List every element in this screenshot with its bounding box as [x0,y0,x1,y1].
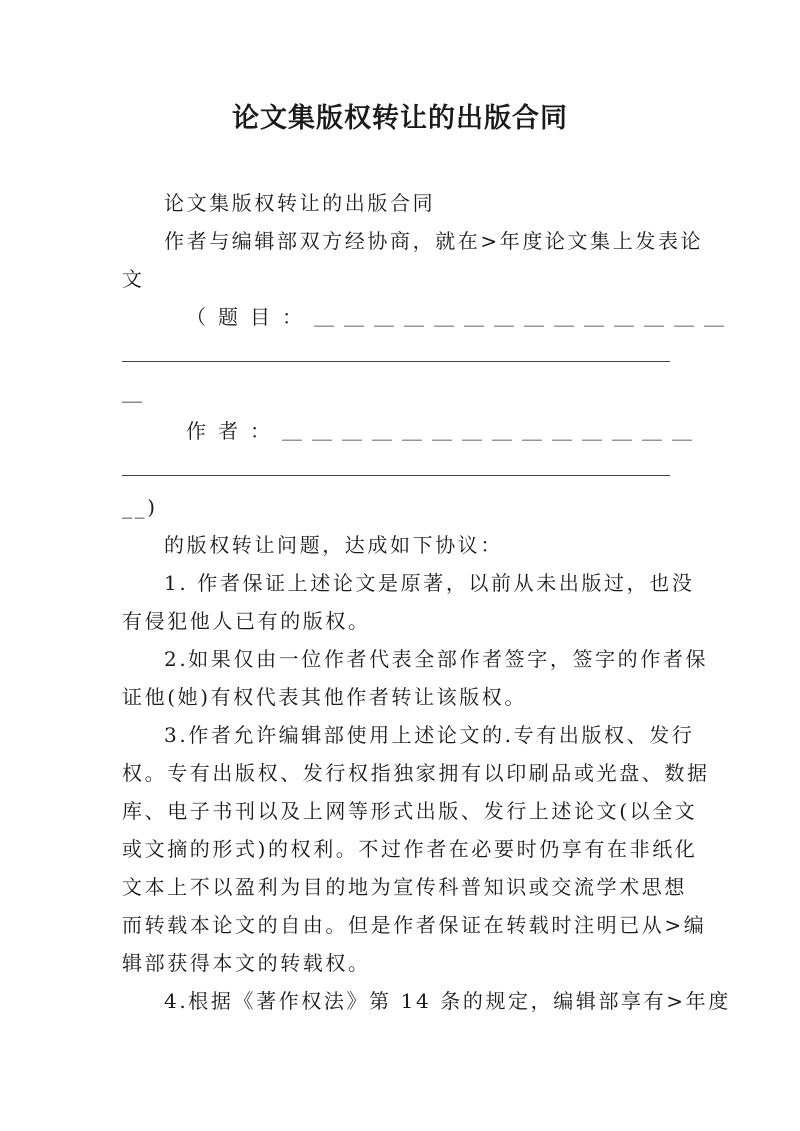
clause-2-line-1: 2.如果仅由一位作者代表全部作者签字，签字的作者保 [164,647,709,671]
document-title: 论文集版权转让的出版合同 [232,103,568,134]
intro-line-1: 作者与编辑部双方经协商，就在>年度论文集上发表论 [164,229,704,253]
title-field-blank: ＿＿＿＿＿＿＿＿＿＿＿＿＿＿ [314,305,734,329]
author-field-label: 作者： [186,419,282,443]
title-field-underline [122,336,684,374]
clause-3-line-4: 或文摘的形式)的权利。不过作者在必要时仍享有在非纸化 [122,837,698,861]
clause-3-line-5: 文本上不以盈利为目的地为宣传科普知识或交流学术思想 [122,875,687,899]
clause-1-line-1: 1. 作者保证上述论文是原著，以前从未出版过，也没 [164,571,695,595]
title-field-tail: ＿ [122,381,145,405]
author-field-underline [122,450,684,488]
clause-2-line-2: 证他(她)有权代表其他作者转让该版权。 [122,685,528,709]
intro-line-2: 文 [122,267,145,291]
author-field-tail: __) [122,495,158,519]
agreement-intro: 的版权转让问题，达成如下协议： [164,533,503,557]
author-field-blank: ＿＿＿＿＿＿＿＿＿＿＿＿＿＿ [282,419,702,443]
clause-3-line-7: 辑部获得本文的转载权。 [122,951,371,975]
clause-3-line-2: 权。专有出版权、发行权指独家拥有以印刷品或光盘、数据 [122,761,710,785]
clause-3-line-3: 库、电子书刊以及上网等形式出版、发行上述论文(以全文 [122,799,698,823]
clause-3-line-6: 而转载本论文的自由。但是作者保证在转载时注明已从>编 [122,913,707,937]
clause-4-line-1: 4.根据《著作权法》第 14 条的规定，编辑部享有>年度 [164,989,731,1013]
title-field-row [122,298,734,336]
document-body [122,184,734,1020]
author-field-row [122,412,702,450]
clause-1-line-2: 有侵犯他人已有的版权。 [122,609,371,633]
title-field-label: （题目： [186,305,314,329]
subtitle-line: 论文集版权转让的出版合同 [164,191,436,215]
clause-3-line-1: 3.作者允许编辑部使用上述论文的.专有出版权、发行 [164,723,695,747]
